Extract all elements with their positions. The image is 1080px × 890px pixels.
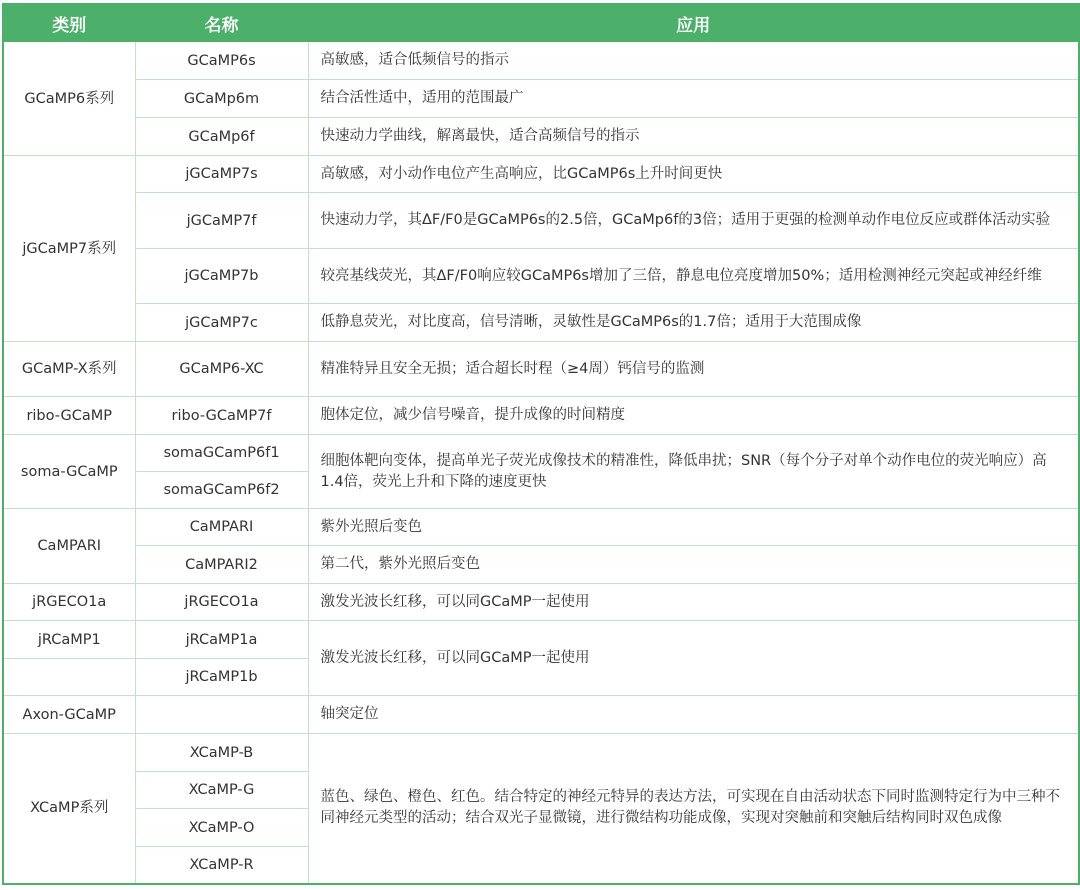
category-label: soma-GCaMP	[20, 463, 118, 480]
header-row	[3, 4, 1079, 42]
table-row	[3, 584, 1079, 621]
table-row	[3, 80, 1079, 118]
name-cell: jRGECO1a	[135, 584, 308, 621]
category-cell	[3, 42, 135, 156]
application-cell: 高敏感，对小动作电位产生高响应，比GCaMP6s上升时间更快	[308, 156, 1079, 193]
application-cell: 结合活性适中，适用的范围最广	[308, 80, 1079, 118]
table-row	[3, 734, 1079, 772]
name-cell: somaGCamP6f2	[135, 472, 308, 509]
table-row	[3, 193, 1079, 249]
category-cell	[3, 584, 135, 621]
application-cell: 轴突定位	[308, 696, 1079, 734]
name-cell: jRCaMP1b	[135, 659, 308, 696]
name-cell	[135, 696, 308, 734]
name-cell: jGCaMP7c	[135, 304, 308, 342]
name-cell: GCaMP6-XC	[135, 342, 308, 397]
name-cell: somaGCamP6f1	[135, 435, 308, 472]
application-cell: 快速动力学曲线，解离最快，适合高频信号的指示	[308, 118, 1079, 156]
application-cell: 低静息荧光，对比度高，信号清晰，灵敏性是GCaMP6s的1.7倍；适用于大范围成像	[308, 304, 1079, 342]
table-row	[3, 696, 1079, 734]
category-label: ribo-GCaMP	[26, 407, 113, 424]
application-cell: 快速动力学，其ΔF/F0是GCaMP6s的2.5倍，GCaMp6f的3倍；适用于更强的检测单动作电位反应或群体活动实验	[308, 193, 1079, 249]
category-cell	[3, 696, 135, 734]
table-row	[3, 249, 1079, 304]
table-row	[3, 42, 1079, 80]
table-row	[3, 304, 1079, 342]
category-label: GCaMP-X系列	[21, 361, 117, 377]
name-cell: CaMPARI	[135, 509, 308, 546]
table-row	[3, 397, 1079, 435]
name-cell: GCaMP6s	[135, 42, 308, 80]
category-cell	[3, 397, 135, 435]
header-application: 应用	[308, 4, 1079, 42]
header-name: 名称	[135, 4, 308, 42]
name-cell: XCaMP-B	[135, 734, 308, 772]
category-label: GCaMP6系列	[24, 90, 115, 107]
application-cell: 激发光波长红移，可以同GCaMP一起使用	[308, 621, 1079, 696]
table-row	[3, 546, 1079, 584]
application-cell: 精准特异且安全无损；适合超长时程（≥4周）钙信号的监测	[308, 342, 1079, 397]
table-row	[3, 118, 1079, 156]
name-cell: jGCaMP7f	[135, 193, 308, 249]
name-cell: GCaMp6m	[135, 80, 308, 118]
category-cell	[3, 621, 135, 659]
category-label: jRGECO1a	[32, 594, 107, 610]
header-category: 类别	[3, 4, 135, 42]
name-cell: jGCaMP7s	[135, 156, 308, 193]
application-cell: 胞体定位，减少信号噪音，提升成像的时间精度	[308, 397, 1079, 435]
category-cell	[3, 734, 135, 884]
category-cell	[3, 435, 135, 509]
table-row	[3, 156, 1079, 193]
category-cell	[3, 156, 135, 342]
application-cell: 激发光波长红移，可以同GCaMP一起使用	[308, 584, 1079, 621]
gcamp-table	[2, 3, 1080, 885]
name-cell: ribo-GCaMP7f	[135, 397, 308, 435]
table-row	[3, 509, 1079, 546]
category-label: CaMPARI	[37, 538, 102, 554]
category-cell	[3, 509, 135, 584]
name-cell: XCaMP-R	[135, 847, 308, 884]
name-cell: jGCaMP7b	[135, 249, 308, 304]
category-cell	[3, 342, 135, 397]
table-wrapper	[2, 3, 1078, 885]
name-cell: XCaMP-O	[135, 809, 308, 847]
name-cell: CaMPARI2	[135, 546, 308, 584]
table-row	[3, 621, 1079, 659]
name-cell: GCaMp6f	[135, 118, 308, 156]
category-label: XCaMP系列	[30, 800, 109, 817]
category-cell-empty	[3, 659, 135, 696]
table-row	[3, 435, 1079, 472]
application-cell: 第二代，紫外光照后变色	[308, 546, 1079, 584]
application-cell: 紫外光照后变色	[308, 509, 1079, 546]
table-row	[3, 342, 1079, 397]
application-cell: 蓝色、绿色、橙色、红色。结合特定的神经元特异的表达方法，可实现在自由活动状态下同时监测特定行为中三种不同神经元类型的活动；结合双光子显微镜，进行微结构功能成像，实现对突触前和突触后结构同时双色成像	[308, 734, 1079, 884]
application-cell: 高敏感，适合低频信号的指示	[308, 42, 1079, 80]
name-cell: XCaMP-G	[135, 772, 308, 809]
application-cell: 细胞体靶向变体，提高单光子荧光成像技术的精准性，降低串扰；SNR（每个分子对单个动作电位的荧光响应）高1.4倍，荧光上升和下降的速度更快	[308, 435, 1079, 509]
category-label: Axon-GCaMP	[22, 706, 116, 723]
name-cell: jRCaMP1a	[135, 621, 308, 659]
category-label: jGCaMP7系列	[22, 240, 117, 257]
application-cell: 较亮基线荧光，其ΔF/F0响应较GCaMP6s增加了三倍，静息电位亮度增加50%；适用检测神经元突起或神经纤维	[308, 249, 1079, 304]
category-label: jRCaMP1	[37, 631, 101, 648]
